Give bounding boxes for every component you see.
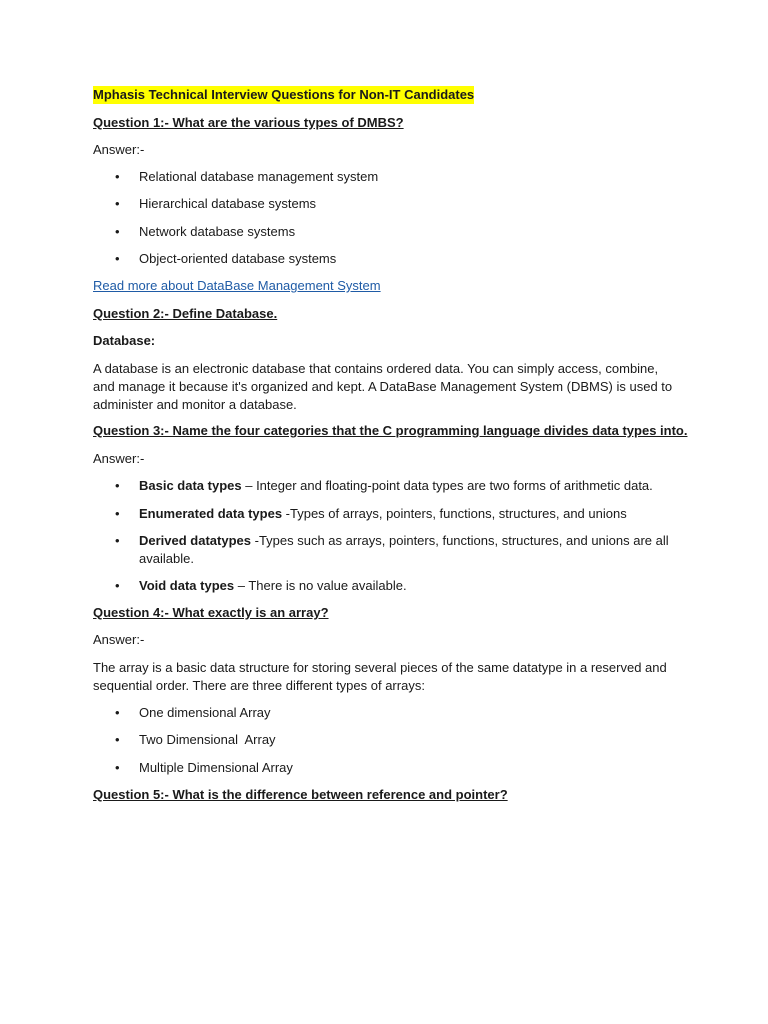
question-3-heading: Question 3:- Name the four categories that the C programming language divides data types into. (93, 423, 688, 438)
bullet-icon: • (115, 478, 120, 493)
bullet-icon: • (115, 578, 120, 593)
database-term: Database: (93, 333, 156, 348)
list-item-desc: – Integer and floating-point data types are two forms of arithmetic data. (241, 478, 653, 493)
bullet-icon: • (115, 251, 120, 266)
list-item (139, 505, 674, 523)
database-definition: A database is an electronic database that contains ordered data. You can simply access, combine, and manage it because it's organized and kept. A DataBase Management System (DBMS) is used to administer and monitor a database. (93, 361, 673, 412)
read-more-link[interactable]: Read more about DataBase Management System (93, 278, 381, 293)
bullet-icon: • (115, 224, 120, 239)
list-item-desc: – There is no value available. (234, 578, 407, 593)
answer-label: Answer:- (93, 632, 145, 647)
bullet-icon: • (115, 760, 120, 775)
list-item-term: Enumerated data types (139, 506, 283, 521)
list-item (139, 577, 674, 595)
answer-label: Answer:- (93, 142, 145, 157)
bullet-icon: • (115, 705, 120, 720)
list-item-term: Void data types (139, 578, 235, 593)
list-item: Two Dimensional Array (139, 732, 276, 747)
list-item: Relational database management system (139, 169, 379, 184)
list-item: Hierarchical database systems (139, 196, 317, 211)
list-item (139, 532, 674, 568)
list-item-term: Derived datatypes (139, 533, 251, 548)
list-item: One dimensional Array (139, 705, 271, 720)
bullet-icon: • (115, 169, 120, 184)
list-item-desc: -Types such as arrays, pointers, functions, structures, and unions are all available. (139, 533, 669, 566)
list-item: Object-oriented database systems (139, 251, 337, 266)
question-1-heading: Question 1:- What are the various types of DMBS? (93, 115, 404, 130)
list-item: Network database systems (139, 224, 296, 239)
list-item: Multiple Dimensional Array (139, 760, 293, 775)
bullet-icon: • (115, 506, 120, 521)
array-definition: The array is a basic data structure for storing several pieces of the same datatype in a reserved and sequential order. There are three different types of arrays: (93, 660, 667, 693)
answer-label: Answer:- (93, 451, 145, 466)
list-item-desc: -Types of arrays, pointers, functions, structures, and unions (282, 506, 627, 521)
bullet-icon: • (115, 732, 120, 747)
list-item (139, 477, 674, 495)
list-item-term: Basic data types (139, 478, 242, 493)
question-5-heading: Question 5:- What is the difference between reference and pointer? (93, 787, 508, 802)
bullet-icon: • (115, 533, 120, 548)
document-title: Mphasis Technical Interview Questions for Non-IT Candidates (93, 87, 475, 102)
question-2-heading: Question 2:- Define Database. (93, 306, 278, 321)
question-4-heading: Question 4:- What exactly is an array? (93, 605, 329, 620)
bullet-icon: • (115, 196, 120, 211)
